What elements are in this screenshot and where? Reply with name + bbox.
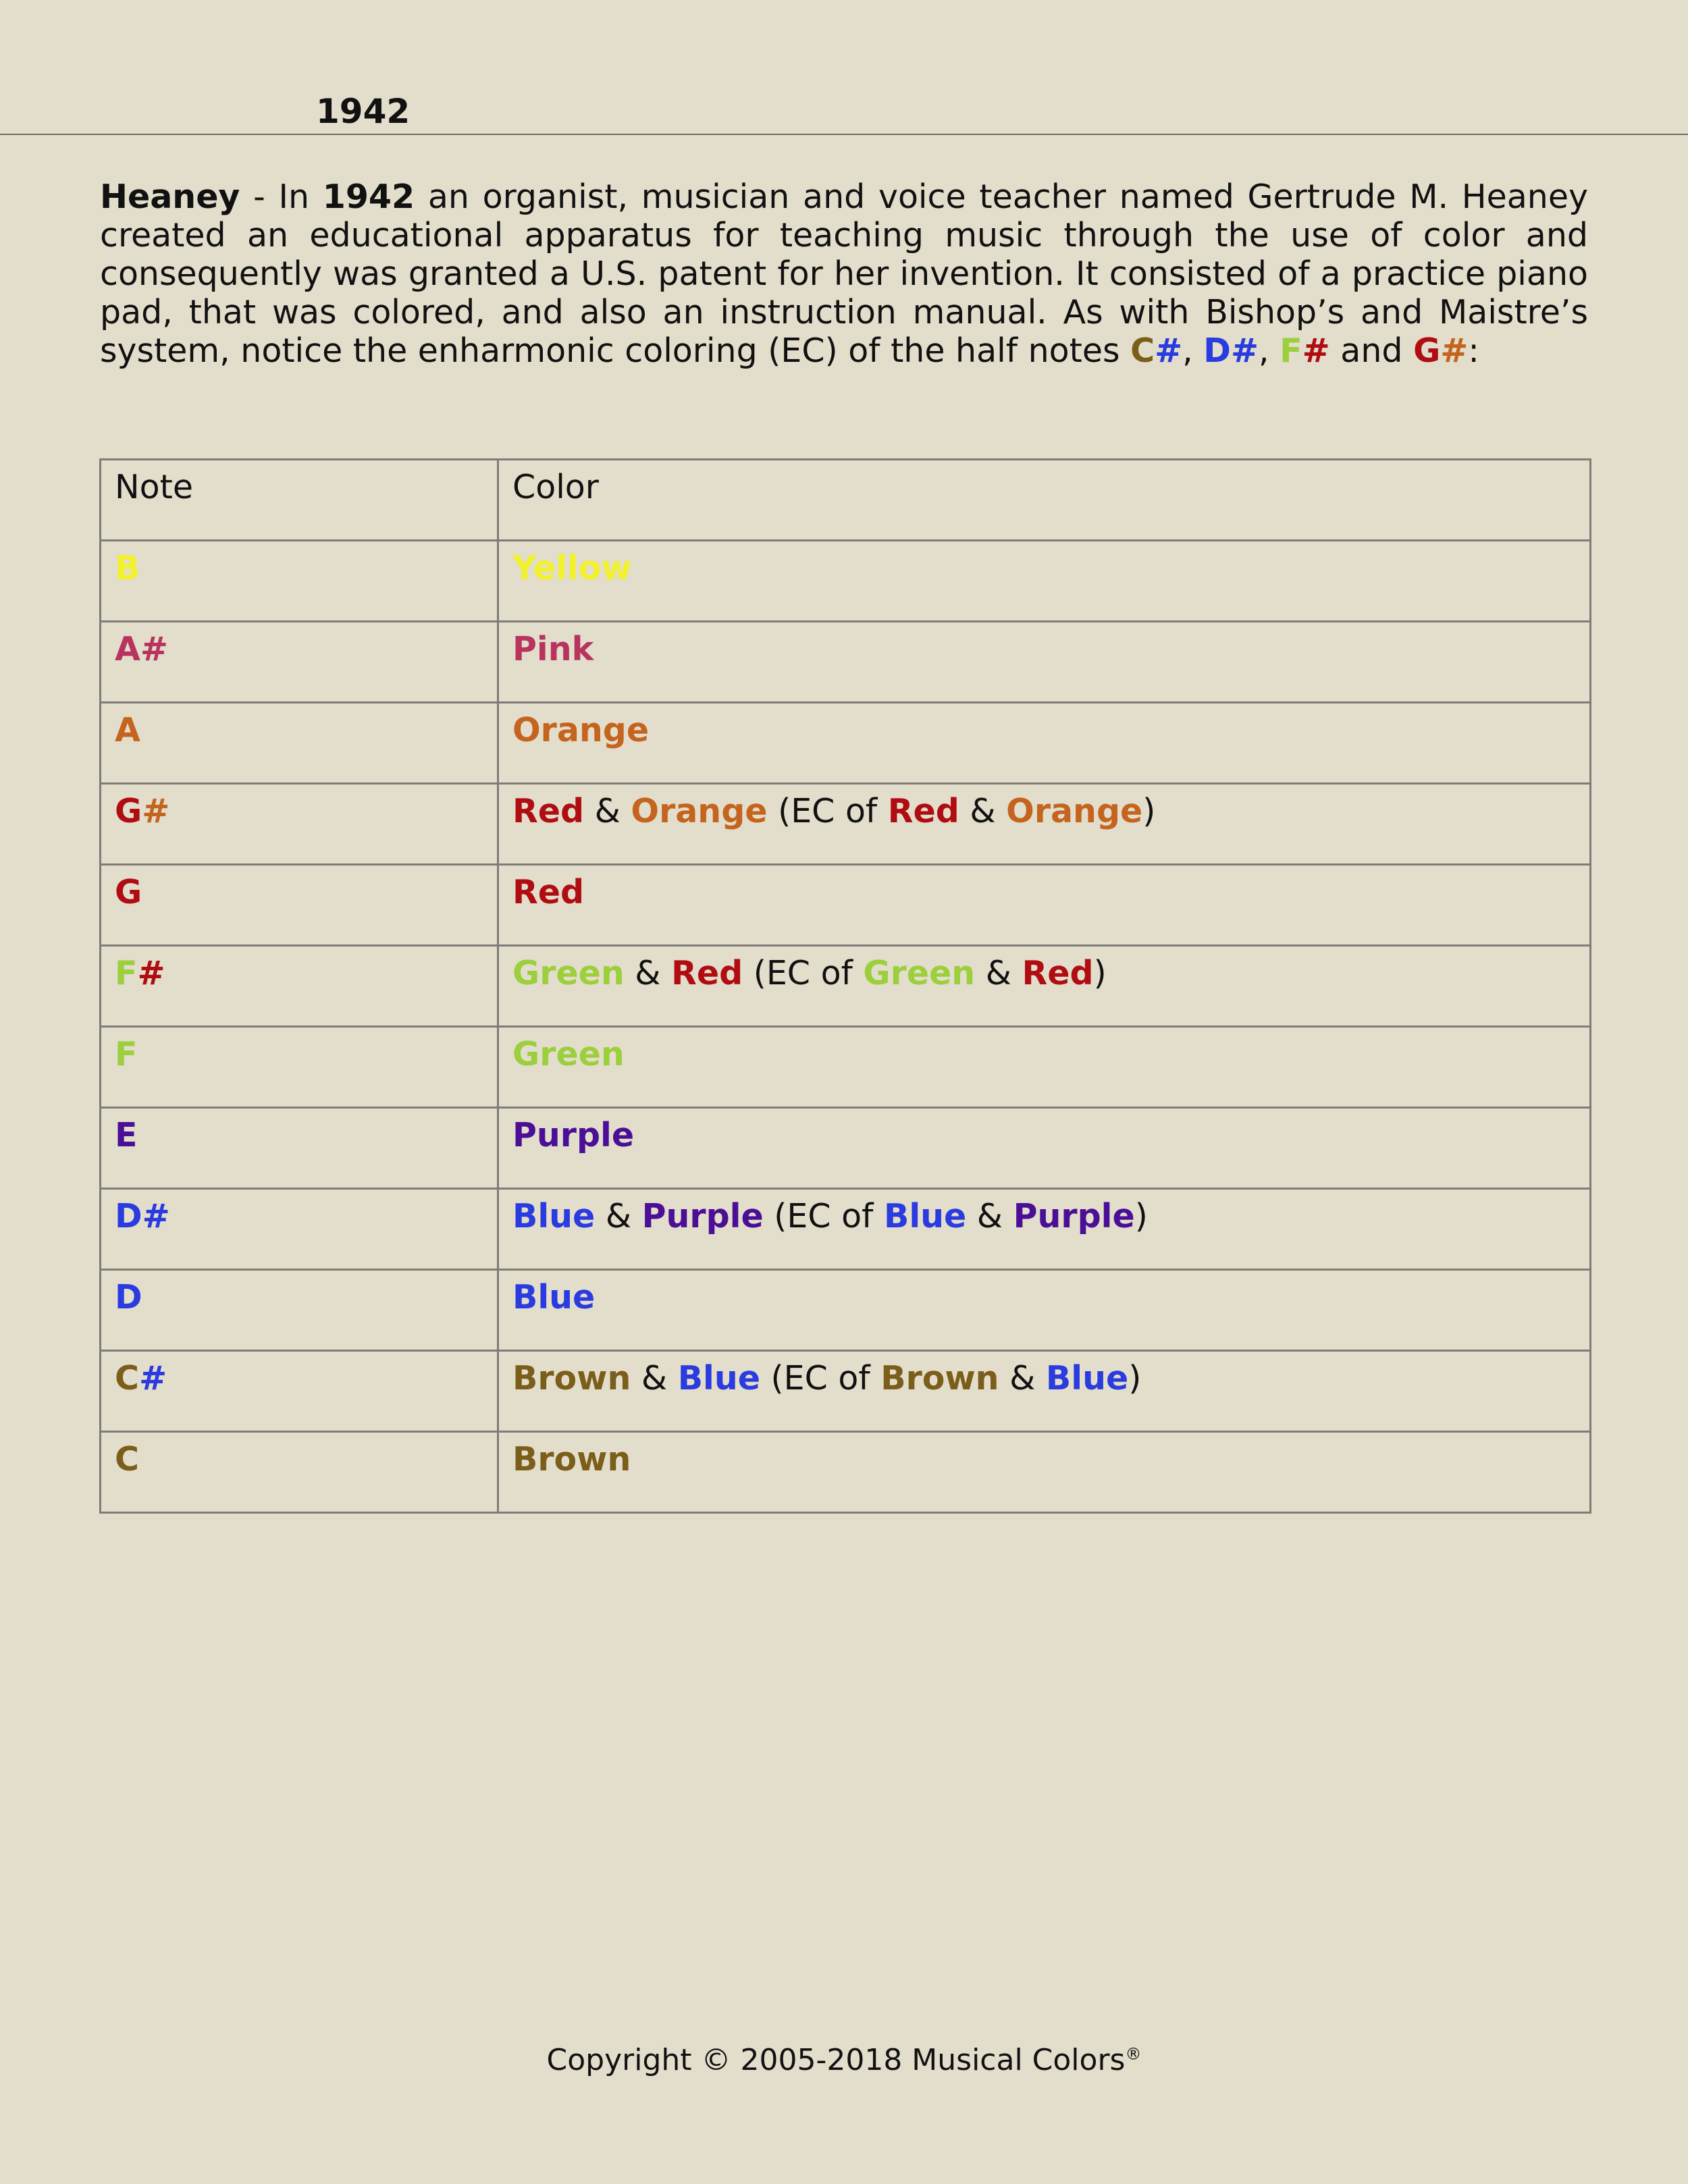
- color-cell: [498, 622, 1591, 703]
- table-row: [101, 1432, 1591, 1513]
- table-row: [101, 1270, 1591, 1351]
- note-label: A#: [115, 630, 168, 668]
- note-label: B: [115, 549, 140, 587]
- color-name: Red: [512, 792, 585, 830]
- note-cell: [101, 1027, 498, 1108]
- connector-text: &: [959, 792, 1007, 830]
- color-cell: [498, 1351, 1591, 1432]
- color-name: Blue: [1045, 1359, 1129, 1397]
- color-name: Purple: [641, 1197, 764, 1235]
- note-label: #: [137, 954, 165, 992]
- color-name: Red: [887, 792, 959, 830]
- table-row: [101, 541, 1591, 622]
- note-label: #: [142, 792, 170, 830]
- note-cell: [101, 1189, 498, 1270]
- color-name: Blue: [512, 1197, 596, 1235]
- header-note: Note: [101, 460, 498, 541]
- copyright-footer: [0, 2043, 1688, 2077]
- note-cell: [101, 703, 498, 784]
- note-cell: [101, 622, 498, 703]
- note-label: A: [115, 711, 140, 749]
- color-cell: [498, 541, 1591, 622]
- note-label: D#: [115, 1197, 170, 1235]
- color-name: Green: [512, 1035, 625, 1073]
- connector-text: (EC of: [763, 1197, 884, 1235]
- inline-note-sharp: #: [1440, 331, 1469, 370]
- inline-note-d-sharp: [1203, 331, 1259, 370]
- inline-note-letter: C: [1130, 331, 1155, 370]
- note-label: #: [138, 1359, 167, 1397]
- intro-paragraph: [100, 178, 1588, 370]
- inline-note-letter: G: [1413, 331, 1441, 370]
- connector-text: &: [624, 954, 672, 992]
- color-cell: [498, 1027, 1591, 1108]
- intro-end: :: [1468, 331, 1479, 370]
- color-cell: [498, 1270, 1591, 1351]
- color-name: Brown: [880, 1359, 999, 1397]
- note-label: C: [115, 1359, 139, 1397]
- note-cell: [101, 1270, 498, 1351]
- table-row: [101, 946, 1591, 1027]
- table-row: [101, 784, 1591, 865]
- color-cell: [498, 703, 1591, 784]
- color-name: Green: [512, 954, 625, 992]
- table-row: [101, 1189, 1591, 1270]
- note-label: G: [115, 792, 142, 830]
- color-name: Orange: [512, 711, 650, 749]
- note-cell: [101, 784, 498, 865]
- header-year: 1942: [316, 92, 411, 131]
- connector-text: (EC of: [760, 1359, 881, 1397]
- header-color: Color: [498, 460, 1591, 541]
- inline-note-sharp: #: [1230, 331, 1259, 370]
- color-name: Red: [512, 873, 585, 911]
- table-row: [101, 622, 1591, 703]
- table-row: [101, 1351, 1591, 1432]
- color-cell: [498, 946, 1591, 1027]
- note-cell: [101, 1432, 498, 1513]
- table-row: [101, 865, 1591, 946]
- color-name: Blue: [512, 1278, 596, 1316]
- color-name: Blue: [677, 1359, 760, 1397]
- color-name: Brown: [512, 1440, 631, 1479]
- connector-text: (EC of: [767, 792, 888, 830]
- table-row: [101, 1027, 1591, 1108]
- color-name: Orange: [631, 792, 768, 830]
- color-name: Pink: [512, 630, 594, 668]
- note-color-table: [99, 458, 1591, 1514]
- note-label: F: [115, 954, 138, 992]
- connector-text: (EC of: [743, 954, 864, 992]
- connector-text: ): [1134, 1197, 1148, 1235]
- table-body: [101, 460, 1591, 1513]
- note-label: G: [115, 873, 142, 911]
- intro-separator: ,: [1259, 331, 1280, 370]
- intro-separator: ,: [1182, 331, 1204, 370]
- note-cell: [101, 1108, 498, 1189]
- connector-text: &: [631, 1359, 678, 1397]
- color-cell: [498, 784, 1591, 865]
- color-name: Blue: [883, 1197, 967, 1235]
- color-name: Purple: [512, 1116, 635, 1154]
- inline-note-f-sharp: [1280, 331, 1330, 370]
- copyright-text: Copyright © 2005-2018 Musical Colors: [546, 2043, 1126, 2077]
- color-name: Red: [1022, 954, 1094, 992]
- intro-text-2: an organist, musician and voice teacher named Gertrude M. Heaney created an educational apparatus for teaching music through the use of color and consequently was granted a U.S. patent for her invention. It consisted of a practice piano pad, that was colored, and also an instruction manual. As with Bishop’s and Maistre’s system, notice the enharmonic coloring (EC) of the half notes: [100, 178, 1588, 370]
- table-row: [101, 1108, 1591, 1189]
- inline-note-g-sharp: [1413, 331, 1468, 370]
- inline-note-c-sharp: [1130, 331, 1182, 370]
- color-name: Red: [671, 954, 743, 992]
- page-header: [0, 0, 1688, 135]
- note-cell: [101, 865, 498, 946]
- color-name: Green: [863, 954, 976, 992]
- note-label: E: [115, 1116, 138, 1154]
- color-cell: [498, 1189, 1591, 1270]
- color-name: Yellow: [512, 549, 632, 587]
- inline-note-letter: F: [1280, 331, 1302, 370]
- intro-separator: and: [1329, 331, 1414, 370]
- color-name: Orange: [1006, 792, 1143, 830]
- inline-note-letter: D: [1203, 331, 1231, 370]
- intro-year: 1942: [322, 178, 415, 216]
- connector-text: &: [975, 954, 1022, 992]
- intro-name: Heaney: [100, 178, 240, 216]
- note-label: D: [115, 1278, 142, 1316]
- table-header-row: [101, 460, 1591, 541]
- inline-note-sharp: #: [1302, 331, 1330, 370]
- color-cell: [498, 1432, 1591, 1513]
- color-name: Purple: [1013, 1197, 1135, 1235]
- color-cell: [498, 1108, 1591, 1189]
- connector-text: &: [595, 1197, 642, 1235]
- note-cell: [101, 541, 498, 622]
- table-row: [101, 703, 1591, 784]
- registered-mark: ®: [1125, 2044, 1142, 2064]
- connector-text: ): [1142, 792, 1156, 830]
- note-label: C: [115, 1440, 139, 1479]
- connector-text: ): [1128, 1359, 1142, 1397]
- note-cell: [101, 946, 498, 1027]
- inline-note-sharp: #: [1155, 331, 1183, 370]
- color-name: Brown: [512, 1359, 631, 1397]
- connector-text: &: [999, 1359, 1046, 1397]
- connector-text: &: [966, 1197, 1013, 1235]
- color-cell: [498, 865, 1591, 946]
- note-label: F: [115, 1035, 138, 1073]
- intro-text-1: - In: [240, 178, 323, 216]
- connector-text: ): [1093, 954, 1107, 992]
- connector-text: &: [584, 792, 631, 830]
- note-cell: [101, 1351, 498, 1432]
